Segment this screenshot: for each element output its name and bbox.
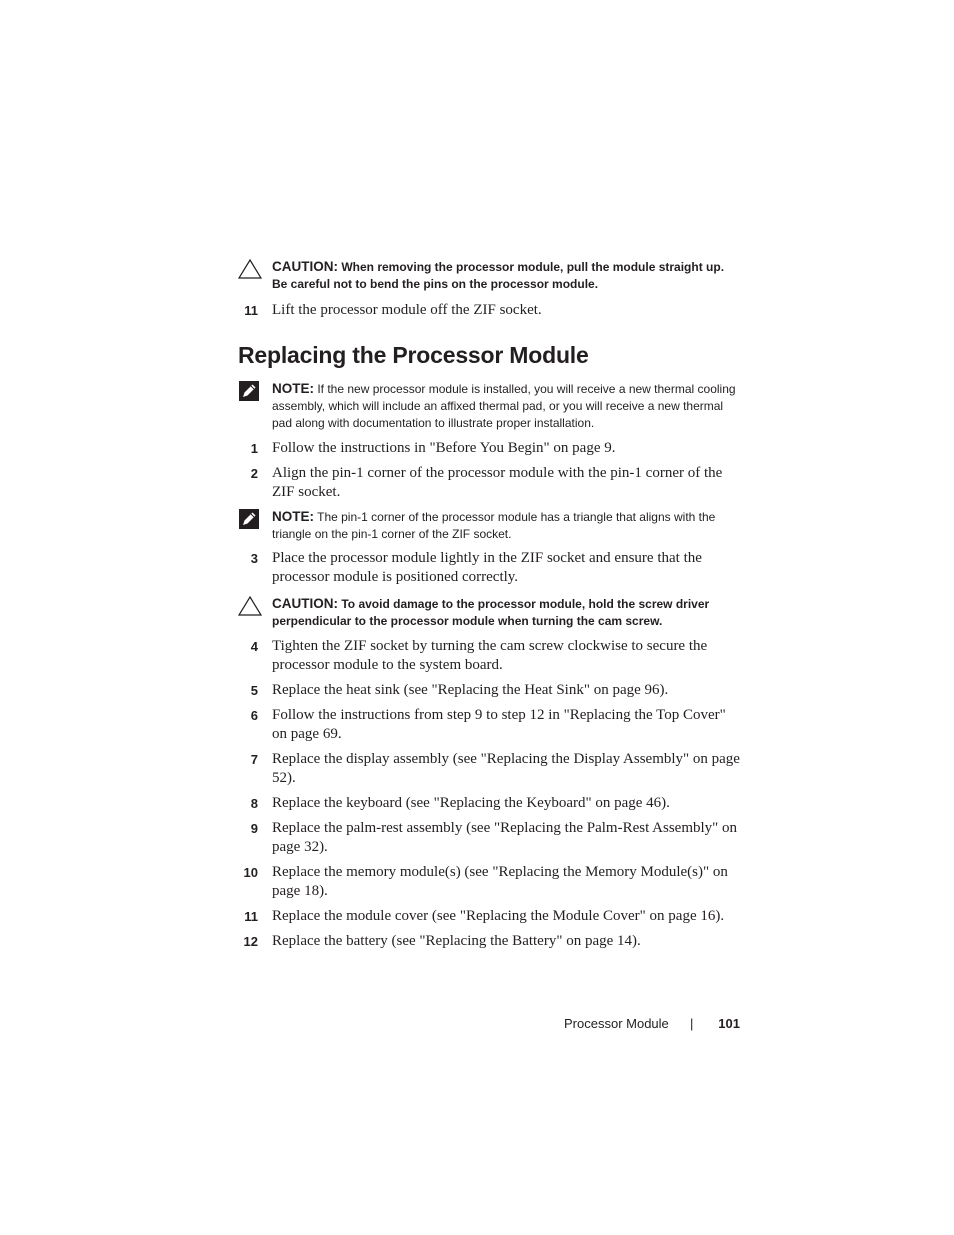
step-number: 12 xyxy=(243,934,258,949)
step-10 xyxy=(238,863,740,901)
step-number: 11 xyxy=(244,303,258,318)
step-number: 6 xyxy=(250,708,258,723)
page-content xyxy=(238,258,740,951)
step-text: Place the processor module lightly in the ZIF socket and ensure that the processor module is positioned correctly. xyxy=(272,550,702,585)
step-text: Replace the display assembly (see "Replacing the Display Assembly" on page 52). xyxy=(272,751,740,786)
step-4 xyxy=(238,637,740,675)
caution-triangle-icon xyxy=(238,259,262,279)
step-3 xyxy=(238,549,740,587)
step-8 xyxy=(238,794,740,813)
step-text: Replace the palm-rest assembly (see "Replacing the Palm-Rest Assembly" on page 32). xyxy=(272,820,738,855)
step-9 xyxy=(238,819,740,857)
step-11 xyxy=(238,907,740,926)
note-pin1 xyxy=(238,508,740,543)
removal-step xyxy=(238,301,740,320)
note-label: NOTE: xyxy=(272,381,314,396)
note-text: If the new processor module is installed, you will receive a new thermal cooling assembly, which will include an affixed thermal pad, or you will receive a new thermal pad along with documentation to illustrate proper installation. xyxy=(272,382,736,430)
step-text: Follow the instructions in "Before You Begin" on page 9. xyxy=(272,440,616,456)
step-number: 7 xyxy=(250,752,258,767)
note-pencil-icon xyxy=(238,380,260,402)
step-text: Replace the battery (see "Replacing the Battery" on page 14). xyxy=(272,933,641,949)
step-text: Tighten the ZIF socket by turning the cam screw clockwise to secure the processor module to the system board. xyxy=(272,638,708,673)
footer-separator: | xyxy=(690,1016,694,1031)
caution-label: CAUTION: xyxy=(272,259,338,274)
caution-triangle-icon xyxy=(238,596,262,616)
note-label: NOTE: xyxy=(272,509,314,524)
step-text: Follow the instructions from step 9 to step 12 in "Replacing the Top Cover" on page 69. xyxy=(272,707,726,742)
step-number: 4 xyxy=(250,639,258,654)
step-number: 9 xyxy=(250,821,258,836)
step-6 xyxy=(238,706,740,744)
note-text: The pin-1 corner of the processor module has a triangle that aligns with the triangle on the pin-1 corner of the ZIF socket. xyxy=(272,510,716,541)
page-number: 101 xyxy=(718,1016,740,1031)
step-number: 2 xyxy=(250,466,258,481)
step-5 xyxy=(238,681,740,700)
step-number: 5 xyxy=(250,683,258,698)
step-number: 3 xyxy=(250,551,258,566)
note-thermal xyxy=(238,380,740,432)
step-2 xyxy=(238,464,740,502)
step-number: 1 xyxy=(250,441,258,456)
step-text: Replace the memory module(s) (see "Replacing the Memory Module(s)" on page 18). xyxy=(272,864,728,899)
footer-section-title: Processor Module xyxy=(564,1016,669,1031)
caution-removal xyxy=(238,258,740,293)
step-number: 11 xyxy=(244,909,258,924)
step-number: 8 xyxy=(250,796,258,811)
step-text: Align the pin-1 corner of the processor module with the pin-1 corner of the ZIF socket. xyxy=(272,465,723,500)
caution-text: When removing the processor module, pull the module straight up. Be careful not to bend the pins on the processor module. xyxy=(272,260,725,291)
step-text: Lift the processor module off the ZIF socket. xyxy=(272,302,542,318)
step-7 xyxy=(238,750,740,788)
step-text: Replace the module cover (see "Replacing the Module Cover" on page 16). xyxy=(272,908,725,924)
step-text: Replace the keyboard (see "Replacing the Keyboard" on page 46). xyxy=(272,795,670,811)
caution-label: CAUTION: xyxy=(272,596,338,611)
step-12 xyxy=(238,932,740,951)
section-title: Replacing the Processor Module xyxy=(238,342,589,368)
caution-screwdriver xyxy=(238,595,740,630)
step-text: Replace the heat sink (see "Replacing the Heat Sink" on page 96). xyxy=(272,682,669,698)
step-1 xyxy=(238,439,740,458)
note-pencil-icon xyxy=(238,508,260,530)
step-number: 10 xyxy=(243,865,258,880)
caution-text: To avoid damage to the processor module, hold the screw driver perpendicular to the processor module when turning the cam screw. xyxy=(272,597,710,628)
